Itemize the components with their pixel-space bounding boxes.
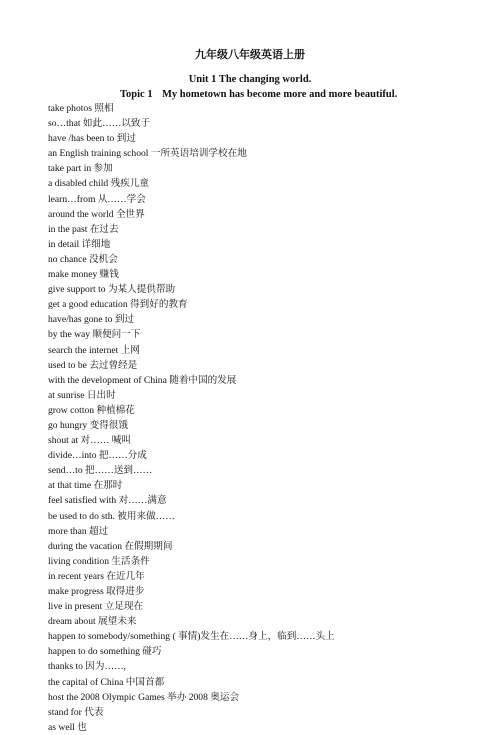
vocabulary-entry: as well 也 — [48, 721, 87, 733]
vocabulary-entry: thanks to 因为……, — [48, 661, 127, 673]
vocabulary-entry: with the development of China 随着中国的发展 — [48, 374, 237, 386]
topic-number: Topic 1 — [120, 89, 153, 100]
topic-heading — [120, 89, 397, 100]
topic-title: My hometown has become more and more beautiful. — [162, 89, 398, 100]
vocabulary-entry: more than 超过 — [48, 525, 109, 537]
vocabulary-entry: used to be 去过曾经是 — [48, 359, 138, 371]
vocabulary-entry: happen to somebody/something ( 事情)发生在……身上，临到……头上 — [48, 631, 335, 643]
vocabulary-entry: get a good education 得到好的教育 — [48, 299, 188, 311]
document-title: 九年级八年级英语上册 — [195, 49, 305, 61]
vocabulary-entry: divide…into 把……分成 — [48, 450, 147, 462]
vocabulary-entry: host the 2008 Olympic Games 举办 2008 奥运会 — [48, 691, 240, 703]
vocabulary-entry: at that time 在那时 — [48, 480, 123, 492]
vocabulary-entry: during the vacation 在假期期间 — [48, 540, 173, 552]
vocabulary-entry: shout at 对…… 喊叫 — [48, 435, 131, 447]
vocabulary-entry: go hungry 变得很饿 — [48, 419, 128, 431]
vocabulary-entry: so…that 如此……以致于 — [48, 118, 151, 130]
vocabulary-entry: stand for 代表 — [48, 706, 104, 718]
vocabulary-entry: a disabled child 残疾儿童 — [48, 178, 149, 190]
vocabulary-entry: around the world 全世界 — [48, 208, 145, 220]
vocabulary-entry: happen to do something 碰巧 — [48, 646, 162, 658]
vocabulary-entry: in detail 详细地 — [48, 238, 111, 250]
vocabulary-entry: give support to 为某人提供帮助 — [48, 284, 176, 296]
vocabulary-entry: in recent years 在近几年 — [48, 570, 145, 582]
vocabulary-entry: the capital of China 中国首都 — [48, 676, 165, 688]
vocabulary-entry: grow cotton 种植棉花 — [48, 404, 135, 416]
vocabulary-entry: dream about 展望未来 — [48, 616, 137, 628]
vocabulary-entry: have/has gone to 到过 — [48, 314, 135, 326]
vocabulary-entry: send…to 把……送到…… — [48, 465, 153, 477]
vocabulary-entry: no chance 没机会 — [48, 253, 118, 265]
vocabulary-entry: by the way 顺便问一下 — [48, 329, 141, 341]
vocabulary-entry: feel satisfied with 对……满意 — [48, 495, 167, 507]
unit-heading: Unit 1 The changing world. — [188, 74, 312, 85]
vocabulary-entry: in the past 在过去 — [48, 223, 119, 235]
vocabulary-entry: an English training school 一所英语培训学校在地 — [48, 148, 247, 160]
vocabulary-entry: search the internet 上网 — [48, 344, 140, 356]
vocabulary-entry: living condition 生活条件 — [48, 555, 150, 567]
vocabulary-entry: learn…from 从……学会 — [48, 193, 146, 205]
vocabulary-entry: have /has been to 到过 — [48, 133, 136, 145]
vocabulary-entry: take part in 参加 — [48, 163, 113, 175]
vocabulary-entry: at sunrise 日出时 — [48, 389, 116, 401]
vocabulary-entry: make money 赚钱 — [48, 269, 119, 281]
vocabulary-list — [48, 101, 490, 735]
vocabulary-entry: make progress 取得进步 — [48, 586, 145, 597]
vocabulary-entry: live in present 立足现在 — [48, 601, 144, 613]
vocabulary-entry: take photos 照相 — [48, 103, 114, 114]
vocabulary-entry: be used to do sth. 被用来做…… — [48, 510, 175, 522]
